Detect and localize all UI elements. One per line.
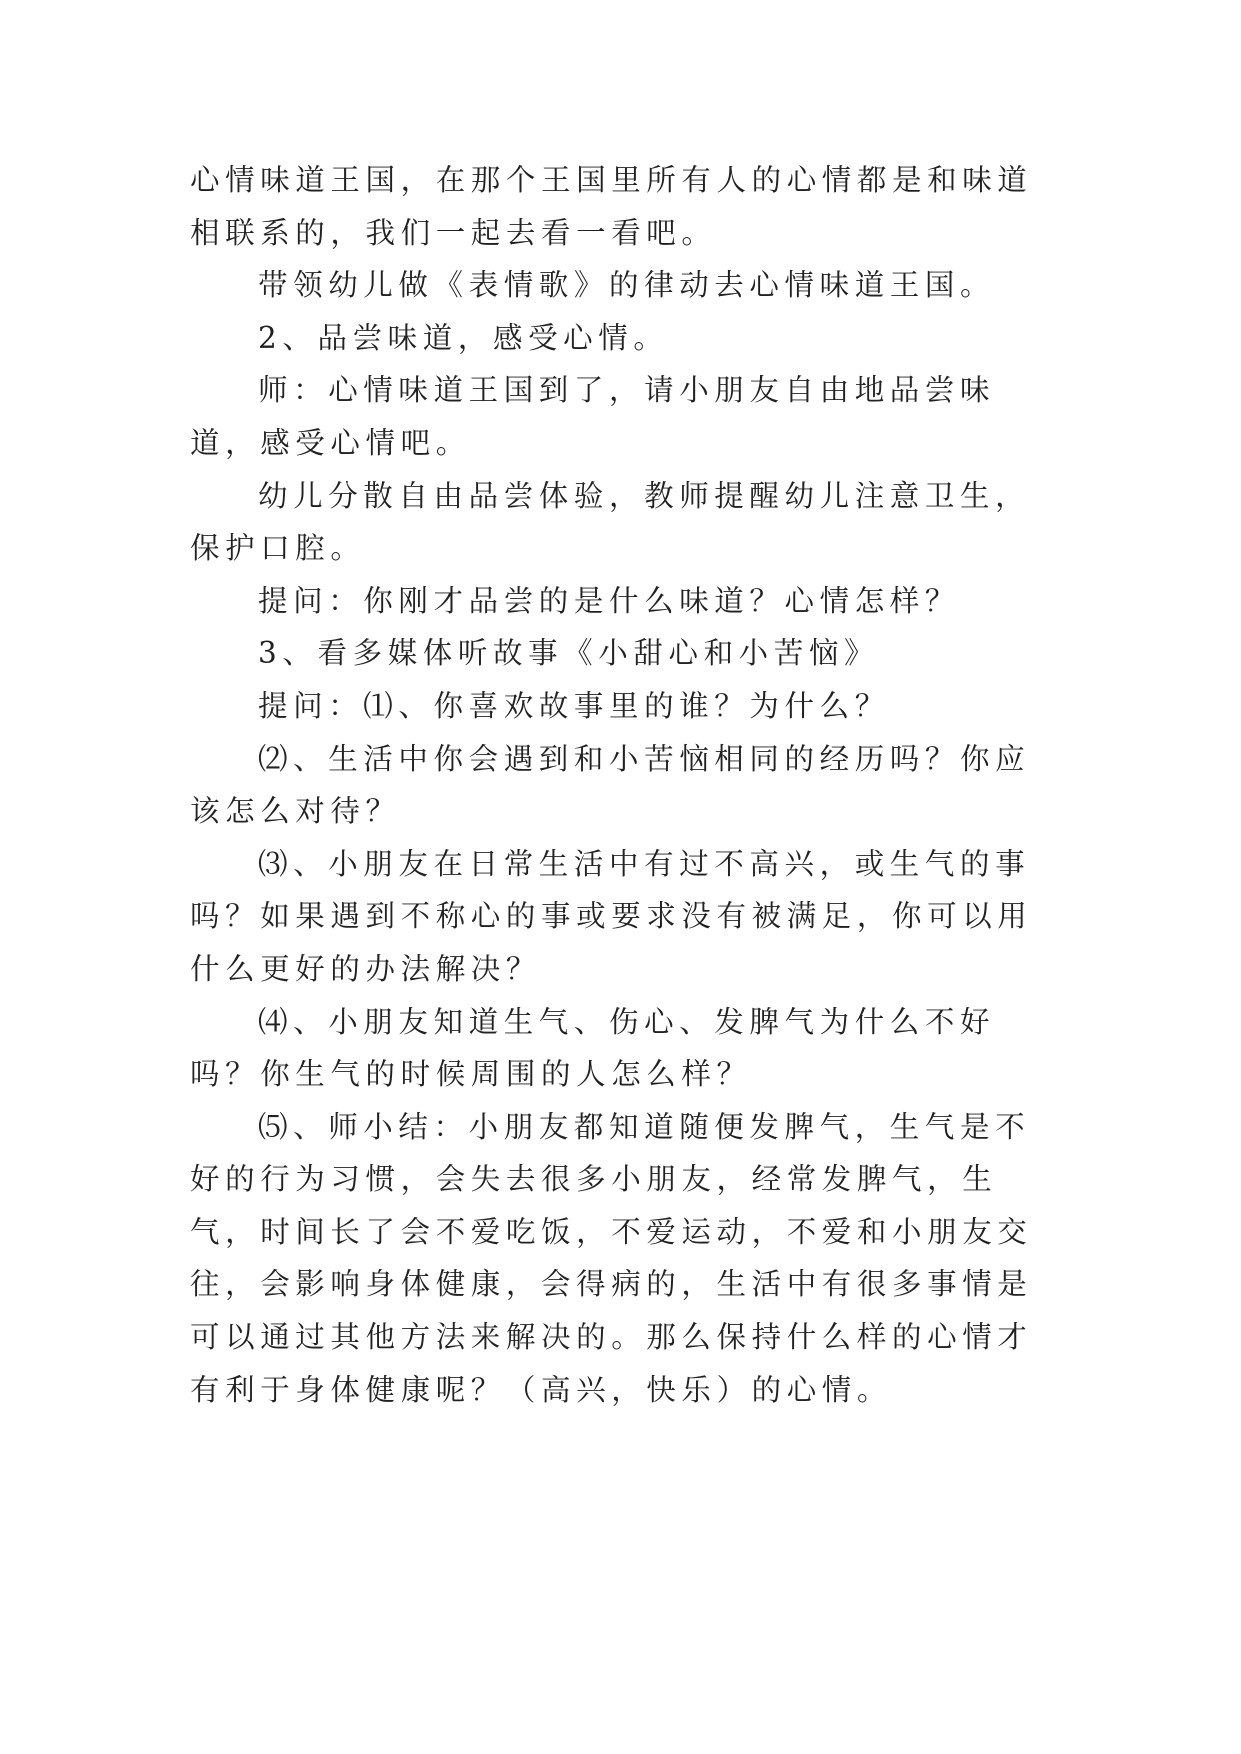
section-heading-taste: 2、品尝味道，感受心情。 (258, 320, 669, 355)
paragraph-question-2: ⑵、生活中你会遇到和小苦恼相同的经历吗？你应该怎么对待？ (190, 741, 1031, 829)
paragraph-question-1: 提问：⑴、你喜欢故事里的谁？为什么？ (258, 688, 890, 723)
paragraph-children-tasting: 幼儿分散自由品尝体验，教师提醒幼儿注意卫生，保护口腔。 (190, 478, 1031, 566)
paragraph-question-4: ⑷、小朋友知道生气、伤心、发脾气为什么不好吗？你生气的时候周围的人怎么样？ (190, 1004, 996, 1092)
paragraph-question-taste: 提问：你刚才品尝的是什么味道？心情怎样？ (258, 583, 961, 618)
paragraph-rhythm-activity: 带领幼儿做《表情歌》的律动去心情味道王国。 (258, 268, 996, 303)
paragraph-question-3: ⑶、小朋友在日常生活中有过不高兴，或生气的事吗？如果遇到不称心的事或要求没有被满足，你可以用什么更好的办法解决？ (190, 846, 1033, 986)
section-heading-story: 3、看多媒体听故事《小甜心和小苦恼》 (258, 636, 880, 671)
paragraph-continuation: 心情味道王国，在那个王国里所有人的心情都是和味道相联系的，我们一起去看一看吧。 (190, 163, 1033, 250)
paragraph-teacher-intro: 师：心情味道王国到了，请小朋友自由地品尝味道，感受心情吧。 (190, 373, 996, 460)
document-body (190, 154, 1050, 1416)
paragraph-summary: ⑸、师小结：小朋友都知道随便发脾气，生气是不好的行为习惯，会失去很多小朋友，经常发脾气，生气，时间长了会不爱吃饭，不爱运动，不爱和小朋友交往，会影响身体健康，会得病的，生活中有很多事情是可以通过其他方法来解决的。那么保持什么样的心情才有利于身体健康呢？（高兴，快乐）的心情。 (190, 1109, 1033, 1407)
